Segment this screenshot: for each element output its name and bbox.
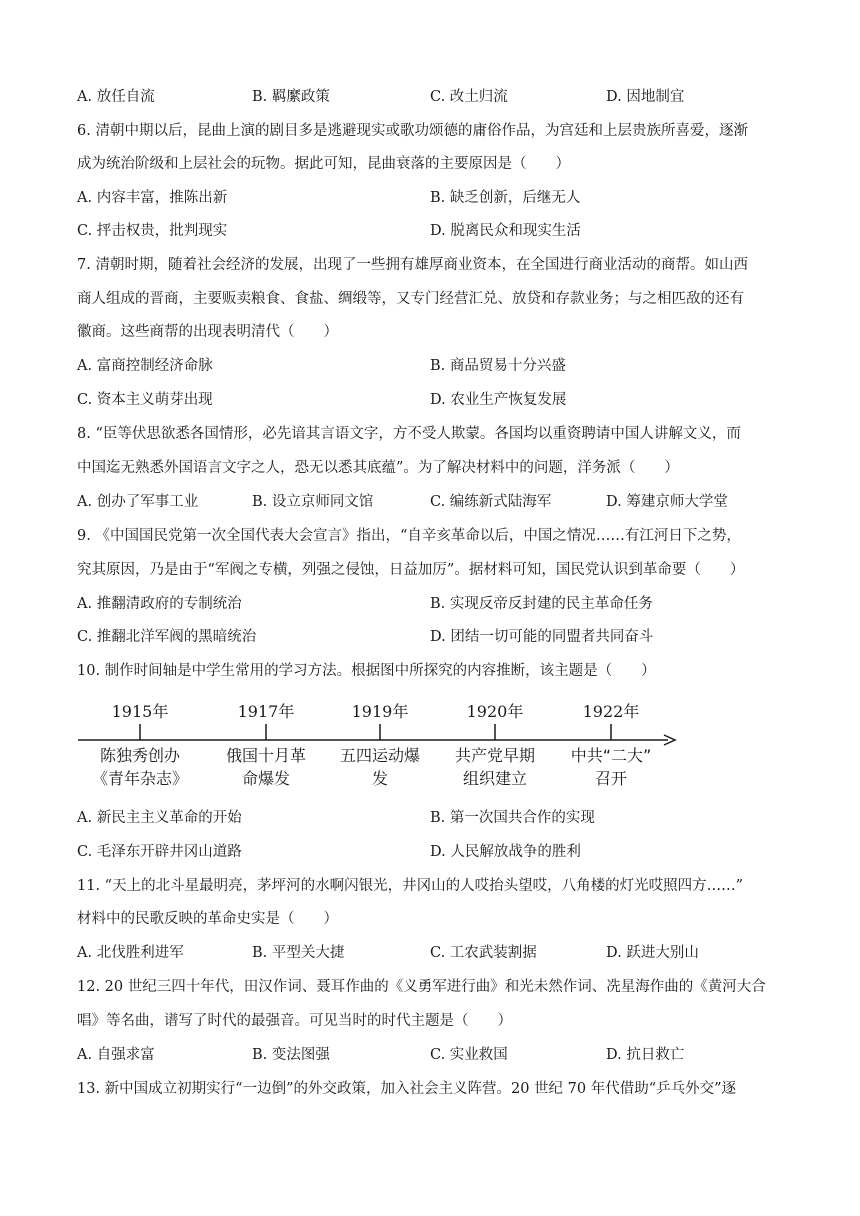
timeline-year: 1919年 (351, 702, 409, 721)
q9-option-d: D. 团结一切可能的同盟者共同奋斗 (430, 629, 654, 645)
q9-stem-line1: 9. 《中国国民党第一次全国代表大会宣言》指出，“自辛亥革命以后，中国之情况……有江河日下之势， (77, 528, 741, 544)
q11-option-b: B. 平型关大捷 (252, 945, 345, 961)
q12-stem-line2: 唱》等名曲，谱写了时代的最强音。可见当时的时代主题是（ ） (77, 1013, 512, 1029)
q6-option-d: D. 脱离民众和现实生活 (430, 223, 581, 239)
timeline-event-label: 发 (371, 769, 389, 788)
timeline-year: 1915年 (111, 702, 169, 721)
q5-option-b: B. 羁縻政策 (252, 89, 330, 105)
q12-stem-line1: 12. 20 世纪三四十年代，田汉作词、聂耳作曲的《义勇军进行曲》和光未然作词、冼星海作曲的《黄河大合 (77, 979, 766, 995)
timeline-year: 1917年 (237, 702, 295, 721)
q11-option-d: D. 跃进大别山 (606, 945, 699, 961)
q11-option-a: A. 北伐胜利进军 (77, 945, 184, 961)
q7-option-c: C. 资本主义萌芽出现 (77, 392, 213, 408)
timeline-event-label: 召开 (594, 769, 628, 788)
q10-option-c: C. 毛泽东开辟井冈山道路 (77, 844, 242, 860)
timeline-event-label: 命爆发 (241, 769, 291, 788)
q11-stem-line1: 11. “天上的北斗星最明亮，茅坪河的水啊闪银光，井冈山的人哎抬头望哎，八角楼的灯光哎照四方……” (77, 878, 743, 894)
q12-option-a: A. 自强求富 (77, 1047, 155, 1063)
q7-option-d: D. 农业生产恢复发展 (430, 392, 567, 408)
q10-option-b: B. 第一次国共合作的实现 (430, 810, 595, 826)
timeline-year: 1922年 (582, 702, 640, 721)
timeline-event-label: 共产党早期 (454, 746, 536, 765)
q5-option-a: A. 放任自流 (77, 89, 155, 105)
timeline-event-label: 《青年杂志》 (91, 769, 189, 788)
q12-option-d: D. 抗日救亡 (606, 1047, 685, 1063)
q10-option-a: A. 新民主主义革命的开始 (77, 810, 242, 826)
q6-option-b: B. 缺乏创新，后继无人 (430, 190, 581, 206)
q9-stem-line2: 究其原因，乃是由于“军阀之专横，列强之侵蚀，日益加厉”。据材料可知，国民党认识到革命要（ ） (77, 562, 745, 578)
q11-option-c: C. 工农武装割据 (430, 945, 537, 961)
q8-option-b: B. 设立京师同文馆 (252, 494, 374, 510)
q7-stem-line3: 徽商。这些商帮的出现表明清代（ ） (77, 324, 338, 340)
timeline-event-label: 五四运动爆 (339, 746, 421, 765)
q10-stem: 10. 制作时间轴是中学生常用的学习方法。根据图中所探究的内容推断，该主题是（ ） (77, 663, 656, 679)
q13-stem-line1: 13. 新中国成立初期实行“一边倒”的外交政策，加入社会主义阵营。20 世纪 70 年代借助“乒乓外交”逐 (77, 1081, 737, 1097)
timeline-event-label: 中共“二大” (570, 746, 652, 765)
q7-option-b: B. 商品贸易十分兴盛 (430, 358, 566, 374)
timeline-diagram (0, 690, 860, 800)
q7-stem-line2: 商人组成的晋商，主要贩卖粮食、食盐、绸缎等，又专门经营汇兑、放贷和存款业务；与之相匹敌的还有 (77, 291, 744, 307)
q12-option-b: B. 变法图强 (252, 1047, 330, 1063)
q7-stem-line1: 7. 清朝时期，随着社会经济的发展，出现了一些拥有雄厚商业资本，在全国进行商业活动的商帮。如山西 (77, 257, 748, 273)
q7-option-a: A. 富商控制经济命脉 (77, 358, 213, 374)
timeline-event-label: 陈独秀创办 (99, 746, 181, 765)
timeline-event-label: 俄国十月革 (225, 746, 307, 765)
q8-stem-line1: 8. “臣等伏思欲悉各国情形，必先谙其言语文字，方不受人欺蒙。各国均以重资聘请中国人讲解文义，而 (77, 426, 741, 442)
q5-option-d: D. 因地制宜 (606, 89, 685, 105)
q12-option-c: C. 实业救国 (430, 1047, 508, 1063)
q11-stem-line2: 材料中的民歌反映的革命史实是（ ） (77, 911, 338, 927)
q8-stem-line2: 中国迄无熟悉外国语言文字之人，恐无以悉其底蕴”。为了解决材料中的问题，洋务派（ ） (77, 460, 679, 476)
q9-option-a: A. 推翻清政府的专制统治 (77, 596, 242, 612)
q8-option-c: C. 编练新式陆海军 (430, 494, 552, 510)
q6-option-c: C. 抨击权贵，批判现实 (77, 223, 228, 239)
timeline-event-label: 组织建立 (462, 769, 528, 788)
q9-option-c: C. 推翻北洋军阀的黑暗统治 (77, 629, 257, 645)
q6-stem-line2: 成为统治阶级和上层社会的玩物。据此可知，昆曲衰落的主要原因是（ ） (77, 156, 570, 172)
timeline-year: 1920年 (466, 702, 524, 721)
q6-option-a: A. 内容丰富，推陈出新 (77, 190, 228, 206)
q10-option-d: D. 人民解放战争的胜利 (430, 844, 581, 860)
q8-option-d: D. 筹建京师大学堂 (606, 494, 728, 510)
q8-option-a: A. 创办了军事工业 (77, 494, 199, 510)
q5-option-c: C. 改土归流 (430, 89, 508, 105)
q6-stem-line1: 6. 清朝中期以后，昆曲上演的剧目多是逃避现实或歌功颂德的庸俗作品，为宫廷和上层贵族所喜爱，逐渐 (77, 123, 748, 139)
q9-option-b: B. 实现反帝反封建的民主革命任务 (430, 596, 653, 612)
